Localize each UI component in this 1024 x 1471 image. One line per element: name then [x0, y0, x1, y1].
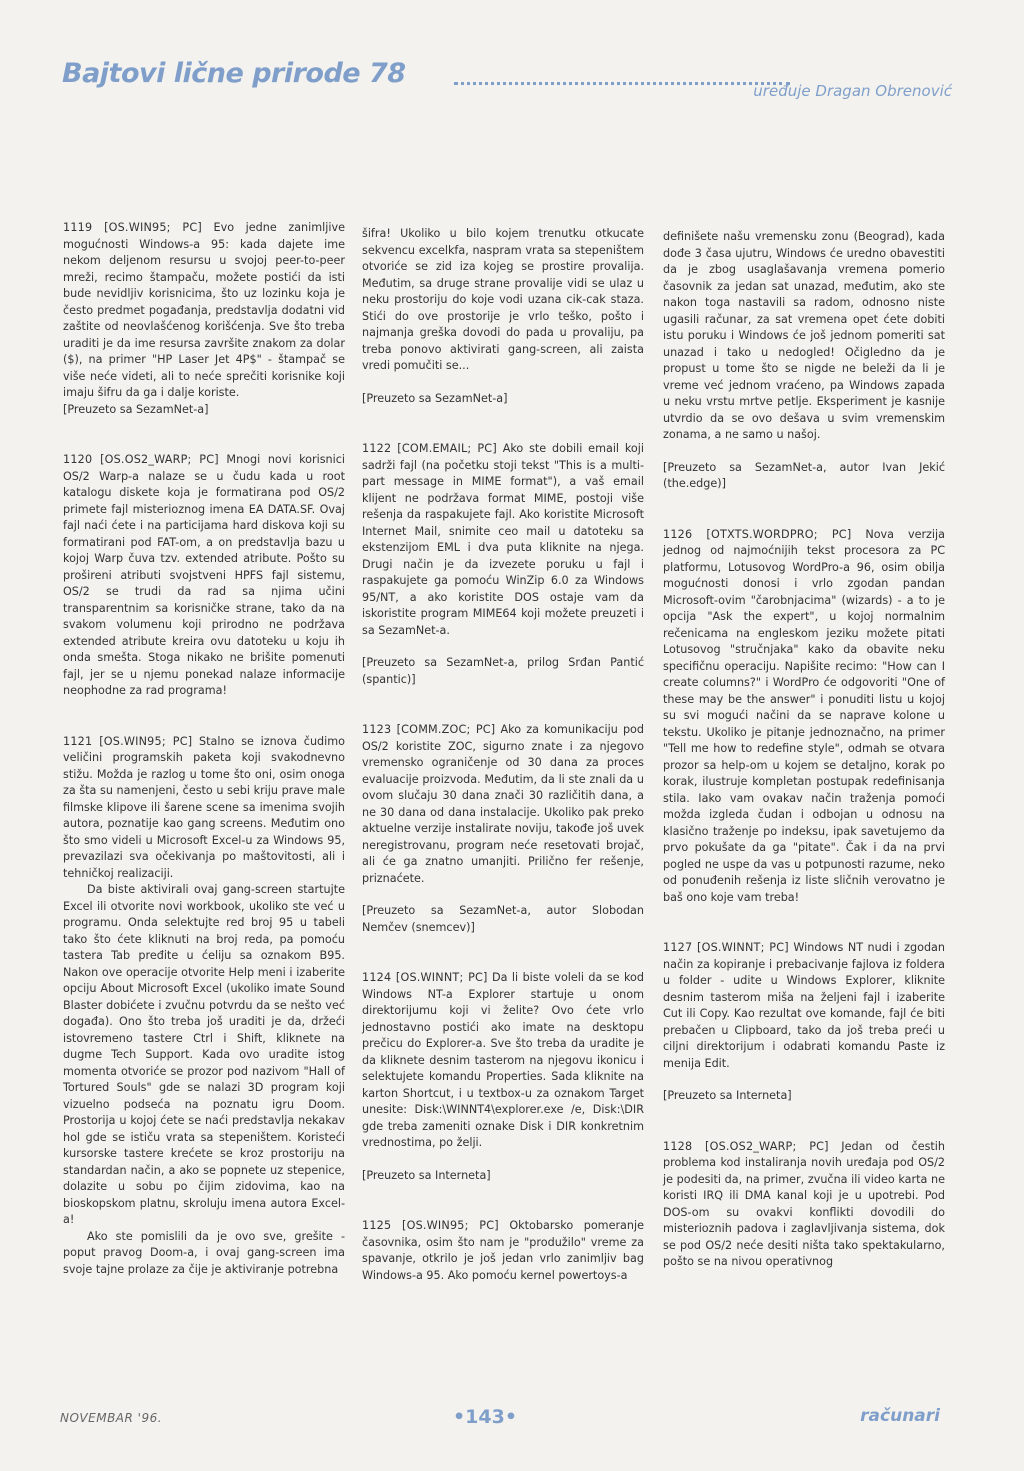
magazine-logo: računari — [860, 1406, 940, 1426]
tip-tag: 1121 [OS.WIN95; PC] — [63, 734, 193, 748]
editor-credit: uređuje Dragan Obrenović — [753, 82, 952, 100]
column-1 — [63, 220, 345, 1312]
tip-tag: 1124 [OS.WINNT; PC] — [362, 971, 488, 984]
tip-1119 — [63, 220, 345, 418]
tip-1123 — [362, 722, 644, 936]
tip-1125 — [362, 1218, 644, 1284]
tip-body: Windows NT nudi i zgodan način za kopiranje i prebacivanje fajlova iz foldera u folder - udite u Windows Explorer, kliknite desnim tasterom miša na željeni fajl i izaberite Cut ili Copy. Kao rezultat ove komande, fajl će biti prebačen u Clipboard, tako da još treba preći u ciljni direktorijum i odabrati komandu Paste iz menija Edit. — [663, 941, 945, 1070]
column-3 — [663, 229, 945, 1305]
tip-body: Da li biste voleli da se kod Windows NT-a Explorer startuje u onom direktorijumu koji vi želite? Ovo ćete vrlo jednostavno postići ako imate na desktopu prečicu do Explorer-a. Sve što treba da uradite je da kliknete desnim tasterom na njegovu ikonicu i selektujete komandu Properties. Sada kliknite na karton Shortcut, i u textbox-u za oznakom Target unesite: Disk:\WINNT4\explorer.exe /e, Disk:\DIR gde treba zameniti oznake Disk i DIR konkretnim vrednostima, po želji. — [362, 971, 644, 1149]
tip-source: [Preuzeto sa SezamNet-a, autor Slobodan Nemčev (snemcev)] — [362, 904, 644, 934]
tip-body: Ako ste dobili email koji sadrži fajl (na početku stoji tekst "This is a multi-part message in MIME format"), a vaš email klijent ne podržava format MIME, postoji više rešenja da raspakujete fajl. Ako koristite Microsoft Internet Mail, snimite ceo mail u datoteku sa ekstenzijom EML i dva puta kliknite na njega. Drugi način je da izvezete poruku u fajl i raspakujete ga pomoću WinZip 6.0 za Windows 95/NT, a ako koristite DOS ostaje vam da iskoristite program MIME64 koji možete preuzeti i sa SezamNet-a. — [362, 442, 644, 637]
tip-body: definišete našu vremensku zonu (Beograd), kada dođe 3 časa ujutru, Windows će uredno obavestiti da je zbog usaglašavanja vremena pomerio časovnik za jedan sat unazad, međutim, ako ste nakon toga nastavili sa radom, odnosno niste ugasili računar, za sat vremena opet ćete dobiti istu poruku i Windows će još jednom pomeriti sat unazad i tako u nedogled! Očigledno da je propust u tome što se nigde ne beleži da li je vreme već jednom vraćeno, pa Windows zapada u neku vrstu mrtve petlje. Eksperiment je kasnije utvrdio da se ovo dešava u svim vremenskim zonama, a ne samo u našoj. — [663, 230, 945, 441]
tip-body: Ako ste pomislili da je ovo sve, grešite - poput pravog Doom-a, i ovaj gang-screen ima svoje tajne prolaze za čije je aktiviranje potrebna — [63, 1229, 345, 1276]
section-title: Bajtovi lične prirode 78 — [62, 58, 406, 89]
tip-body: Ako za komunikaciju pod OS/2 koristite ZOC, sigurno znate i za njegovo vremensko ograničenje od 30 dana za proces evaluacije proizvoda. Međutim, da li ste znali da u ovom slučaju 30 dana znači 30 različitih dana, a ne 30 dana od dana instalacije. Ukoliko pak preko aktuelne verzije instalirate noviju, takođe još uvek neregistrovanu, program neće resetovati brojač, ali će ga znatno umanjiti. Prilično fer rešenje, priznaćete. — [362, 723, 644, 885]
tip-body: šifra! Ukoliko u bilo kojem trenutku otkucate sekvencu excelkfa, naspram vrata sa stepeništem otvoriće se zid iza kojeg se prostire provalija. Međutim, sa druge strane provalije vidi se ulaz u neku prostoriju do koje vodi uzana cik-cak staza. Stići do ove prostorije je vrlo teško, pošto i najmanja greška dovodi do pada u provaliju, pa treba ponovo aktivirati gang-screen, ali zaista vredi pomučiti se... — [362, 227, 644, 372]
column-2 — [362, 226, 644, 1318]
tip-tag: 1122 [COM.EMAIL; PC] — [362, 442, 497, 455]
tip-source: [Preuzeto sa SezamNet-a] — [63, 402, 209, 416]
tip-body: Nova verzija jednog od najmoćnijih tekst procesora za PC platformu, Lotusovog WordPro-a 96, osim obilja mogućnosti donosi i vrlo zgodan pandan Microsoft-ovim "čarobnjacima" (wizards) - a to je opcija "Ask the expert", u kojoj normalnim rečenicama na engleskom jeziku možete pitati Lotusovog "stručnjaka" kako da obavite neku specifičnu operaciju. Napišite recimo: "How can I create columns?" i WordPro će odgovoriti "One of these may be the answer" i ponuditi listu u kojoj su svi mogući načini da se naprave kolone u tekstu. Ukoliko je pitanje jednoznačno, na primer "Tell me how to redefine style", odmah se otvara prozor sa help-om u kojem se detaljno, korak po korak, ilustruje kompletan postupak redefinisanja stila. Iako vam ovakav način traženja pomoći možda izgleda čudan i odbojan u odnosu na klasično traženje po indeksu, ipak savetujemo da prvo pokušate da ga "pitate". Čak i da na prvi pogled ne uspe da vas u potpunosti razume, neko od ponuđenih rešenja iz liste sličnih verovatno je baš ono koje vam treba! — [663, 527, 946, 904]
tip-tag: 1120 [OS.OS2_WARP; PC] — [63, 453, 219, 466]
tip-source: [Preuzeto sa SezamNet-a, prilog Srđan Pantić (spantic)] — [362, 656, 644, 686]
tip-1128 — [663, 1139, 945, 1271]
tip-body: Jedan od čestih problema kod instaliranja novih uređaja pod OS/2 je podesiti da, na primer, zvučna ili video karta ne koristi IRQ ili DMA kanal koji je u upotrebi. Pod DOS-om su ovakvi konflikti dovodili do misterioznih padova i zaglavljivanja sistema, dok se pod OS/2 neće desiti ništa tako spektakularno, pošto se na nivou operativnog — [663, 1139, 945, 1268]
tip-1124 — [362, 970, 644, 1184]
tip-source: [Preuzeto sa Interneta] — [663, 1089, 792, 1102]
tip-body: Stalno se iznova čudimo veličini programskih paketa koji svakodnevno stižu. Možda je razlog u tome što oni, osim onoga za šta su namenjeni, često u sebi kriju prave male filmske klipove ili šarene scene sa imenima svojih autora, poznatije kao gang screens. Međutim ono što smo videli u Microsoft Excel-u za Windows 95, prevazilazi sva očekivanja po maštovitosti, ali i tehničkoj realizaciji. — [63, 734, 346, 880]
tip-tag: 1127 [OS.WINNT; PC] — [663, 941, 789, 954]
tip-source: [Preuzeto sa Interneta] — [362, 1168, 491, 1182]
tip-tag: 1128 [OS.OS2_WARP; PC] — [663, 1139, 829, 1153]
tip-1122 — [362, 441, 644, 688]
tip-1126 — [663, 527, 945, 907]
tip-1120 — [63, 452, 345, 700]
tip-tag: 1126 [OTXTS.WORDPRO; PC] — [663, 527, 852, 541]
issue-date: NOVEMBAR '96. — [60, 1411, 163, 1425]
tip-1125-continued — [663, 229, 945, 493]
tip-source: [Preuzeto sa SezamNet-a, autor Ivan Jekić (the.edge)] — [663, 460, 945, 490]
tip-body: Evo jedne zanimljive mogućnosti Windows-a 95: kada dajete ime nekom deljenom resursu u svojoj peer-to-peer mreži, recimo štampaču, možete postići da isti bude nevidljiv korisnicima, što uz lozinku koja je često predmet pogađanja, predstavlja dodatni vid zaštite od neovlašćenog korišćenja. Sve što treba uraditi je da ime resursa završite znakom za dolar ($), na primer "HP Laser Jet 4P$" - štampač se više neće videti, ali to neće sprečiti korisnike koji imaju šifru da ga i dalje koriste. — [63, 221, 345, 399]
tip-body: Da biste aktivirali ovaj gang-screen startujte Excel ili otvorite novi workbook, ukoliko ste već u programu. Onda selektujte red broj 95 u tabeli tako što ćete kliknuti na broj reda, pa pomoću tastera Tab pređite u ćeliju sa oznakom B95. Nakon ove operacije otvorite Help meni i izaberite opciju About Microsoft Excel (ukoliko imate Sound Blaster dobićete i zvučnu potvrdu da se nešto već događa). Ono što treba još uraditi je da, držeći istovremeno tastere Ctrl i Shift, kliknete na dugme Tech Support. Kada ovo uradite istog momenta otvoriće se prozor pod nazivom "Hall of Tortured Souls" gde se nalazi 3D program koji vizuelno podseća na poznatu igru Doom. Prostorija u kojoj ćete se naći predstavlja nekakav hol gde se ističu vrata sa stepeništem. Koristeći kursorske tastere krećete se kroz prostoriju na standardan način, a ako se popnete uz stepenice, dolazite u sobu po čijim zidovima, kao na bioskopskom platnu, skroluju imena autora Excel-a! — [63, 883, 345, 1226]
tip-source: [Preuzeto sa SezamNet-a] — [362, 391, 508, 405]
tip-1127 — [663, 940, 945, 1105]
page-header — [62, 58, 952, 108]
page-number: •143• — [453, 1406, 517, 1428]
tip-1121-continued — [362, 226, 644, 407]
tip-body: Mnogi novi korisnici OS/2 Warp-a nalaze se u čudu kada u root katalogu diskete koja je formatirana pod OS/2 primete fajl misterioznog imena EA DATA.SF. Ovaj fajl naći ćete i na particijama hard diskova koji su formatirani pod FAT-om, a on predstavlja bazu u kojoj Warp čuva tzv. extended atribute. Pošto su prošireni atributi svojstveni HPFS fajl sistemu, OS/2 se trudi da rad sa njima učini transparentnim sa korisničke strane, tako da na svakom volumenu koji prirodno ne podržava extended atribute kreira ovu datoteku u koju ih onda smešta. Stoga nikako ne brišite pomenuti fajl, jer se u njemu ponekad nalaze informacije neophodne za rad programa! — [63, 453, 345, 697]
dotted-leader — [454, 80, 790, 85]
tip-body: Oktobarsko pomeranje časovnika, osim što nam je "produžilo" vreme za spavanje, otkrilo je još jedan vrlo zanimljiv bag Windows-a 95. Ako pomoću kernel powertoys-a — [362, 1219, 644, 1282]
tip-1121 — [63, 734, 345, 1279]
tip-tag: 1119 [OS.WIN95; PC] — [63, 221, 202, 234]
tip-tag: 1123 [COMM.ZOC; PC] — [362, 723, 496, 736]
tip-tag: 1125 [OS.WIN95; PC] — [362, 1219, 499, 1232]
